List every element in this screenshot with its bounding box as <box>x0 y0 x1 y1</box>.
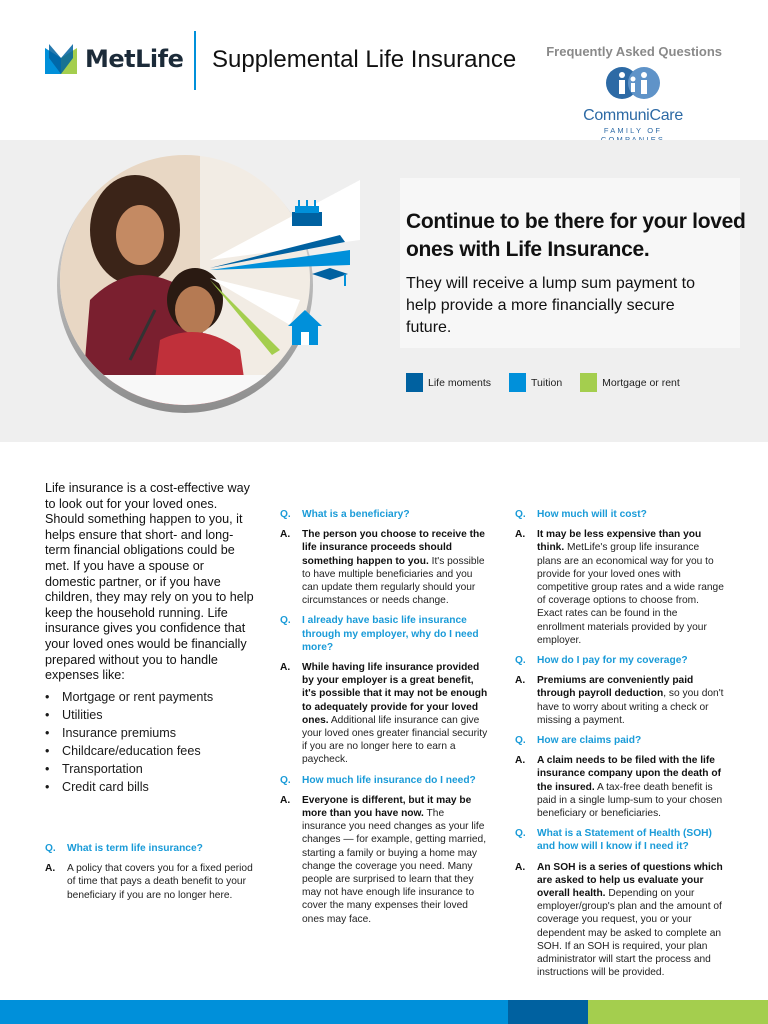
footer-bar-blue <box>0 1000 508 1024</box>
question-text: What is a beneficiary? <box>302 509 410 520</box>
graduation-cap-icon <box>312 268 348 286</box>
a-mark: A. <box>515 675 526 687</box>
hero-subhead: They will receive a lump sum payment to help provide a more financially secure future. <box>406 275 695 336</box>
faq-answer <box>280 528 490 607</box>
hero-headline: Continue to be there for your loved ones with Life Insurance. <box>406 210 746 261</box>
answer-text <box>537 754 725 820</box>
partner-sub: FAMILY OF <box>603 126 663 135</box>
faq-question <box>280 774 490 787</box>
list-item: • Mortgage or rent payments <box>45 688 255 706</box>
q-mark: Q. <box>515 655 526 667</box>
a-mark: A. <box>280 529 291 541</box>
legend-swatch <box>580 373 597 392</box>
a-mark: A. <box>515 529 526 541</box>
hero-section <box>0 140 768 442</box>
q-mark: Q. <box>280 615 291 627</box>
answer-rest: Depending on your employer/group's plan and the amount of coverage you request, you or your dependent may be asked to complete an SOH. If an SOH is required, your plan administrator will start the process and instructions will be provided. <box>537 888 722 979</box>
intro-column <box>45 481 255 796</box>
legend-swatch <box>406 373 423 392</box>
partner-name: CommuniCare <box>583 107 683 124</box>
hero-illustration <box>50 150 360 420</box>
a-mark: A. <box>45 863 56 875</box>
question-text: I already have basic life insurance through my employer, why do I need more? <box>302 615 479 653</box>
answer-lead: The person you choose to receive the life insurance proceeds should something happen to you. <box>302 529 485 567</box>
page-title: Supplemental Life Insurance <box>212 46 517 73</box>
footer-bar-dark-blue <box>508 1000 588 1024</box>
faq-question <box>515 654 725 667</box>
question-text: How much life insurance do I need? <box>302 774 476 786</box>
answer-lead: Everyone is different, but it may be more than you have now. <box>302 794 472 820</box>
list-item: • Insurance premiums <box>45 724 255 742</box>
legend-label: Tuition <box>531 376 563 389</box>
faq-question <box>45 842 259 855</box>
question-text: How are claims paid? <box>537 735 642 747</box>
faq-answer <box>515 528 725 647</box>
header-divider <box>194 31 196 90</box>
answer-rest: Additional life insurance can give your loved ones greater financial security if you are no longer here to earn a paycheck. <box>302 714 488 766</box>
answer-rest: It's possible to have multiple beneficiaries and you can update them regularly should your circumstances or needs change. <box>302 555 485 607</box>
q-mark: Q. <box>515 509 526 520</box>
answer-text <box>302 794 490 926</box>
legend-label: Mortgage or rent <box>602 376 680 389</box>
answer-rest: MetLife's group life insurance plans are an economical way for you to provide for your loved ones with competitive group rates and a wide range of coverage options to choose from. Exact rates can be found in the enrollment materials provided by your employer. <box>537 542 724 646</box>
footer-bar-green <box>588 1000 768 1024</box>
faq-answer <box>515 861 725 980</box>
answer-text <box>302 528 490 607</box>
answer-lead: While having life insurance provided by your employer is a great benefit, it's possible that it may not be enough to adequately provide for your loved ones. <box>302 662 488 726</box>
q-mark: Q. <box>515 735 526 747</box>
a-mark: A. <box>515 755 526 767</box>
list-item: • Transportation <box>45 760 255 778</box>
communicare-people-icon <box>605 66 661 100</box>
q-mark: Q. <box>280 509 291 520</box>
page-header <box>0 0 768 140</box>
answer-rest: A tax-free death benefit is paid in a single lump-sum to your chosen beneficiary or beneficiaries. <box>537 781 723 820</box>
answer-lead: An SOH is a series of questions which are asked to help us evaluate your overall health. <box>537 861 723 900</box>
list-item: • Utilities <box>45 706 255 724</box>
faq-answer <box>280 794 490 926</box>
answer-lead: Premiums are conveniently paid through payroll deduction <box>537 675 694 700</box>
metlife-logo-icon <box>45 44 77 74</box>
expense-list <box>45 688 255 796</box>
answer-lead: A claim needs to be filed with the life insurance company upon the death of the insured. <box>537 755 721 793</box>
faq-question <box>280 508 490 521</box>
faq-question <box>515 508 725 521</box>
legend-item-life-moments <box>406 373 491 392</box>
faq-label: Frequently Asked Questions <box>546 44 722 59</box>
faq-answer <box>45 862 259 902</box>
faq-question <box>280 614 490 654</box>
question-text: What is term life insurance? <box>67 843 203 854</box>
question-text: How much will it cost? <box>537 509 647 520</box>
answer-text <box>302 661 490 767</box>
answer-text <box>537 861 725 980</box>
faq-column-3 <box>515 508 725 987</box>
question-text: How do I pay for my coverage? <box>537 655 688 667</box>
a-mark: A. <box>515 861 526 873</box>
answer-lead: It may be less expensive than you think. <box>537 529 702 554</box>
answer-text <box>537 674 725 727</box>
footer-color-bar <box>0 1000 768 1024</box>
faq-term <box>45 842 259 909</box>
q-mark: Q. <box>280 774 291 786</box>
legend-label: Life moments <box>428 376 492 389</box>
faq-answer <box>515 674 725 727</box>
legend <box>406 373 698 392</box>
legend-swatch <box>509 373 526 392</box>
faq-question <box>515 734 725 747</box>
list-item: • Childcare/education fees <box>45 742 255 760</box>
q-mark: Q. <box>515 828 526 840</box>
answer-text <box>537 528 725 647</box>
faq-question <box>515 827 725 853</box>
faq-answer <box>515 754 725 820</box>
list-item: • Credit card bills <box>45 778 255 796</box>
communicare-logo <box>578 66 688 144</box>
intro-paragraph: Life insurance is a cost-effective way to look out for your loved ones. Should something happen to you, it helps ensure that short- and long-term financial obligations could be met. If you have a spouse or domestic partner, or if you have children, they may rely on you to help keep the household running. Life insurance gives you confidence that your loved ones would be financially prepared without you to handle expenses like: <box>45 481 254 683</box>
legend-item-tuition <box>509 373 562 392</box>
metlife-logo <box>45 44 183 74</box>
a-mark: A. <box>280 662 291 674</box>
answer-rest: , so you don't have to worry about writing a check or missing a payment. <box>537 688 724 726</box>
question-text: What is a Statement of Health (SOH) and how will I know if I need it? <box>537 828 712 853</box>
q-mark: Q. <box>45 843 56 854</box>
faq-column-2 <box>280 508 490 933</box>
metlife-wordmark: MetLife <box>85 45 184 73</box>
legend-item-mortgage <box>580 373 680 392</box>
answer-rest: The insurance you need changes as your life changes — for example, getting married, starting a family or buying a home may change the coverage you need. Many people are surprised to learn that they may not have enough life insurance to cover the many expenses their loved ones may face. <box>302 808 487 925</box>
a-mark: A. <box>280 794 291 806</box>
faq-answer <box>280 661 490 767</box>
answer-text: A policy that covers you for a fixed period of time that pays a death benefit to your beneficiary if you are no longer here. <box>67 863 253 901</box>
